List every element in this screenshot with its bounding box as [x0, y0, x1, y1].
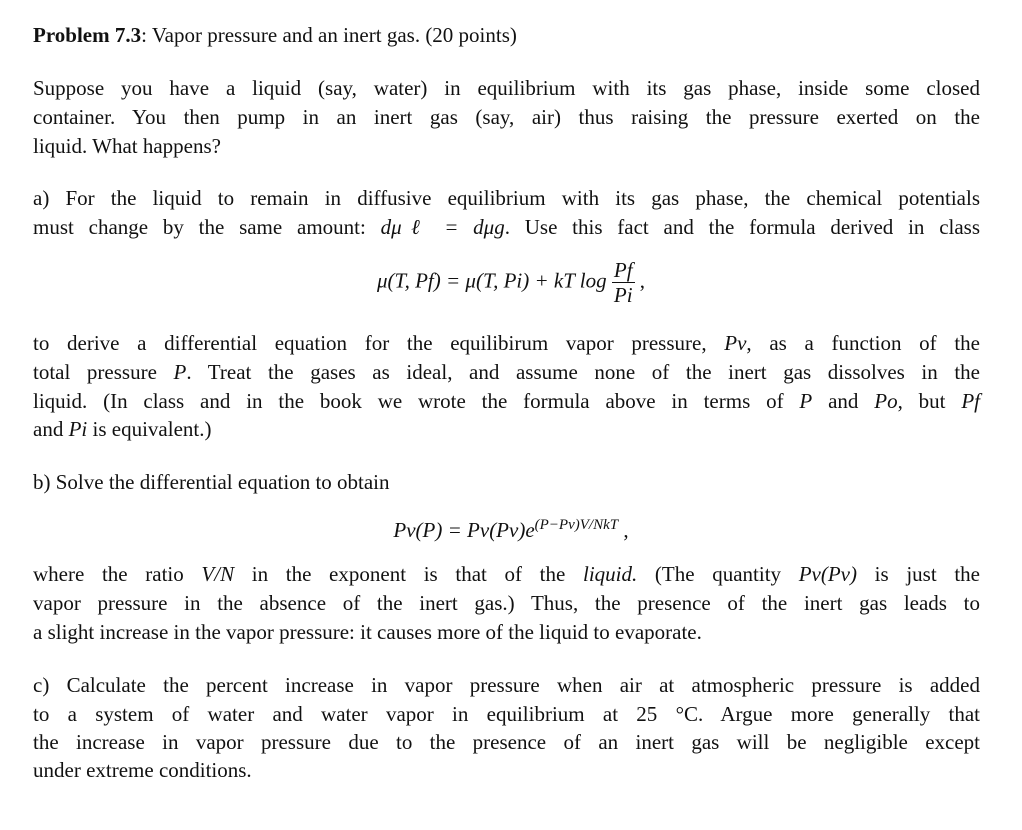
vapor-equation-base: Pv(P) = Pv(Pv)e — [393, 518, 535, 542]
vapor-equation-comma: , — [618, 518, 629, 542]
initial-pressure-symbol: Pi — [68, 417, 88, 441]
after-2-post: . Treat the gases as ideal, and assume none of the inert gas dissolves in the — [186, 360, 980, 384]
part-a-after-4 — [33, 417, 980, 441]
part-b-after-1-pre: where the ratio — [33, 562, 202, 586]
liquid-emphasis: liquid. — [582, 562, 638, 586]
vapor-pressure-equation — [0, 513, 1022, 542]
part-a-after-2 — [33, 360, 980, 384]
part-a-after-3 — [33, 389, 980, 413]
part-b-after-1-mid: in the exponent is that of the — [234, 562, 583, 586]
after-1-pre: to derive a differential equation for the equilibirum vapor pressure, — [33, 331, 725, 355]
after-4-post: is equivalent.) — [87, 417, 212, 441]
equation-lhs: μ(T, Pf) = μ(T, Pi) + kT log — [376, 268, 607, 293]
part-a-line-2-post: . Use this fact and the formula derived in class — [504, 215, 981, 239]
part-c-line-3: the increase in vapor pressure due to the presence of an inert gas will be negligible except — [33, 730, 980, 754]
intro-line-1: Suppose you have a liquid (say, water) in equilibrium with its gas phase, inside some closed — [33, 76, 980, 100]
volume-ratio-symbol: V/N — [201, 562, 235, 586]
part-b-after-1 — [33, 562, 980, 586]
part-b-after-2: vapor pressure in the absence of the inert gas.) Thus, the presence of the inert gas leads to — [33, 591, 980, 615]
problem-title: Vapor pressure and an inert gas. (20 points) — [146, 23, 517, 47]
part-a-line-1: a) For the liquid to remain in diffusive equilibrium with its gas phase, the chemical potentials — [33, 186, 980, 210]
after-1-post: , as a function of the — [746, 331, 980, 355]
equation-comma: , — [639, 268, 646, 293]
after-3-post: , but — [897, 389, 962, 413]
fraction-numerator: Pf — [613, 258, 633, 282]
reference-pressure-symbol: Po — [874, 389, 898, 413]
vapor-pressure-symbol: Pv — [724, 331, 747, 355]
part-c-line-1: c) Calculate the percent increase in vapor pressure when air at atmospheric pressure is added — [33, 673, 980, 697]
part-b-after-1-end: is just the — [857, 562, 980, 586]
chemical-potential-equation — [0, 258, 1022, 307]
after-2-pre: total pressure — [33, 360, 174, 384]
part-a-line-2-pre: must change by the same amount: — [33, 215, 381, 239]
total-pressure-symbol: P — [173, 360, 187, 384]
after-4-pre: and — [33, 417, 69, 441]
final-pressure-symbol: Pf — [961, 389, 980, 413]
part-c-line-4: under extreme conditions. — [33, 758, 252, 782]
fraction-denominator: Pi — [613, 283, 633, 307]
vapor-pressure-quantity: Pv(Pv) — [798, 562, 857, 586]
problem-label: Problem 7.3 — [33, 23, 142, 47]
part-b-after-1-post: (The quantity — [637, 562, 799, 586]
part-c-line-2: to a system of water and water vapor in equilibrium at 25 °C. Argue more generally that — [33, 702, 980, 726]
after-3-pre: liquid. (In class and in the book we wrote the formula above in terms of — [33, 389, 800, 413]
intro-line-2: container. You then pump in an inert gas (say, air) thus raising the pressure exerted on the — [33, 105, 980, 129]
problem-heading — [33, 23, 980, 47]
intro-line-3: liquid. What happens? — [33, 134, 221, 158]
part-b-line-1: b) Solve the differential equation to obtain — [33, 470, 390, 494]
pressure-symbol: P — [799, 389, 813, 413]
problem-colon: : — [141, 23, 147, 47]
part-a-after-1 — [33, 331, 980, 355]
part-b-after-3: a slight increase in the vapor pressure: it causes more of the liquid to evaporate. — [33, 620, 702, 644]
vapor-equation-exponent: (P−Pv)V/NkT — [534, 517, 619, 533]
after-3-mid: and — [812, 389, 875, 413]
pressure-ratio-fraction — [612, 258, 635, 307]
dmu-equality: dμℓ = dμg — [380, 215, 505, 239]
part-a-line-2 — [33, 215, 980, 239]
